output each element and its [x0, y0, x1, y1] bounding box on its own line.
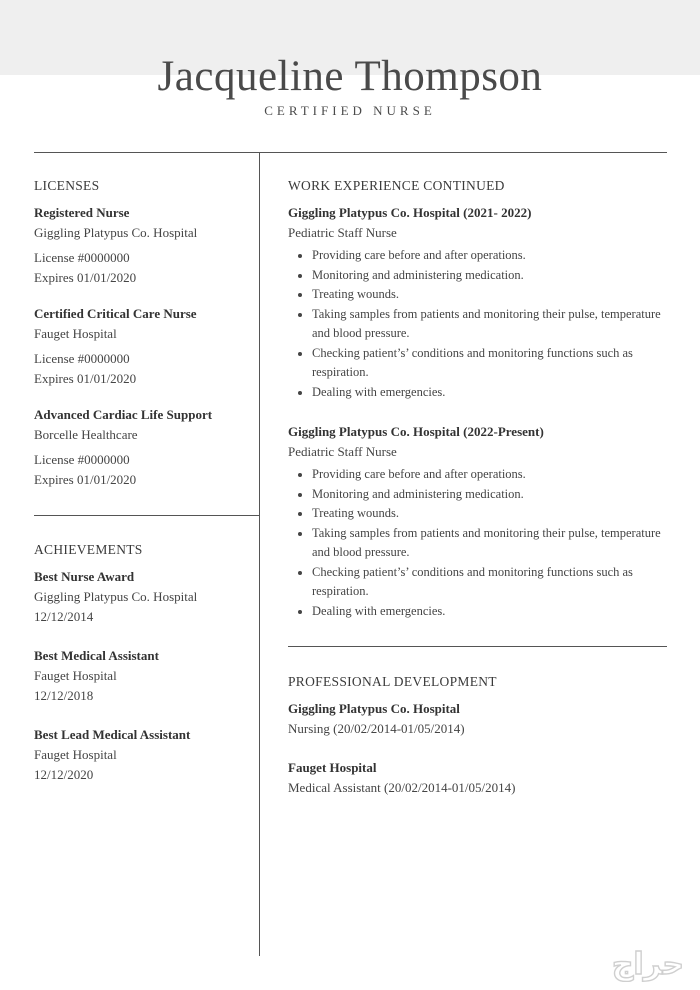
development-detail: Nursing (20/02/2014-01/05/2014): [288, 721, 465, 736]
license-expiry: Expires 01/01/2020: [34, 472, 137, 487]
professional-development-section: [288, 672, 678, 814]
license-expiry: Expires 01/01/2020: [34, 270, 137, 285]
job-duty: • Dealing with emergencies.: [312, 383, 678, 403]
license-number: License #0000000: [34, 452, 130, 467]
job-duty: • Taking samples from patients and monitoring their pulse, temperature and blood pressure.: [312, 524, 678, 563]
development-detail: Medical Assistant (20/02/2014-01/05/2014): [288, 780, 516, 795]
license-title: Registered Nurse: [34, 205, 130, 220]
licenses-heading: LICENSES: [34, 178, 100, 193]
development-title: Giggling Platypus Co. Hospital: [288, 701, 460, 716]
candidate-title: CERTIFIED NURSE: [264, 103, 436, 118]
achievement-org: Fauget Hospital: [34, 747, 117, 762]
job-duty: • Taking samples from patients and monitoring their pulse, temperature and blood pressure.: [312, 305, 678, 344]
column-divider: [259, 153, 260, 956]
achievement-title: Best Lead Medical Assistant: [34, 727, 191, 742]
job-duties-list: [288, 246, 678, 402]
achievements-heading: ACHIEVEMENTS: [34, 542, 143, 557]
license-number: License #0000000: [34, 351, 130, 366]
achievement-date: 12/12/2020: [34, 767, 94, 782]
header-divider: [34, 152, 667, 153]
job-title: Giggling Platypus Co. Hospital (2022-Present): [288, 424, 544, 439]
license-entry: [34, 203, 254, 288]
achievement-title: Best Medical Assistant: [34, 648, 159, 663]
job-duty: • Checking patient’s’ conditions and monitoring functions such as respiration.: [312, 344, 678, 383]
job-duty: • Providing care before and after operations.: [312, 465, 678, 485]
license-entry: [34, 304, 254, 389]
job-duty: • Checking patient’s’ conditions and monitoring functions such as respiration.: [312, 563, 678, 602]
license-expiry: Expires 01/01/2020: [34, 371, 137, 386]
job-duties-list: [288, 465, 678, 621]
achievements-section: [34, 540, 254, 801]
license-entry: [34, 405, 254, 490]
development-title: Fauget Hospital: [288, 760, 377, 775]
license-number: License #0000000: [34, 250, 130, 265]
candidate-name: Jacqueline Thompson: [157, 53, 543, 100]
job-role: Pediatric Staff Nurse: [288, 225, 397, 240]
job-duty: • Treating wounds.: [312, 504, 678, 524]
job-duty: • Monitoring and administering medication.: [312, 485, 678, 505]
license-title: Certified Critical Care Nurse: [34, 306, 197, 321]
watermark-text: حراج: [611, 947, 684, 982]
job-duty: • Dealing with emergencies.: [312, 602, 678, 622]
achievement-entry: [34, 567, 254, 627]
job-duty: • Treating wounds.: [312, 285, 678, 305]
licenses-section: [34, 176, 254, 506]
job-duty: • Monitoring and administering medication.: [312, 266, 678, 286]
job-entry: [288, 203, 678, 402]
license-org: Fauget Hospital: [34, 326, 117, 341]
work-experience-section: [288, 176, 678, 637]
achievement-date: 12/12/2014: [34, 609, 94, 624]
achievement-org: Giggling Platypus Co. Hospital: [34, 589, 198, 604]
license-org: Giggling Platypus Co. Hospital: [34, 225, 198, 240]
achievement-entry: [34, 725, 254, 785]
left-section-divider: [34, 515, 259, 516]
license-title: Advanced Cardiac Life Support: [34, 407, 213, 422]
achievement-date: 12/12/2018: [34, 688, 94, 703]
right-section-divider: [288, 646, 667, 647]
license-org: Borcelle Healthcare: [34, 427, 138, 442]
job-role: Pediatric Staff Nurse: [288, 444, 397, 459]
job-entry: [288, 422, 678, 621]
job-title: Giggling Platypus Co. Hospital (2021- 2022): [288, 205, 532, 220]
achievement-entry: [34, 646, 254, 706]
development-heading: PROFESSIONAL DEVELOPMENT: [288, 674, 497, 689]
development-entry: [288, 699, 678, 739]
achievement-org: Fauget Hospital: [34, 668, 117, 683]
job-duty: • Providing care before and after operations.: [312, 246, 678, 266]
haraj-watermark-logo: [538, 946, 688, 982]
development-entry: [288, 758, 678, 798]
work-heading: WORK EXPERIENCE CONTINUED: [288, 178, 505, 193]
achievement-title: Best Nurse Award: [34, 569, 135, 584]
